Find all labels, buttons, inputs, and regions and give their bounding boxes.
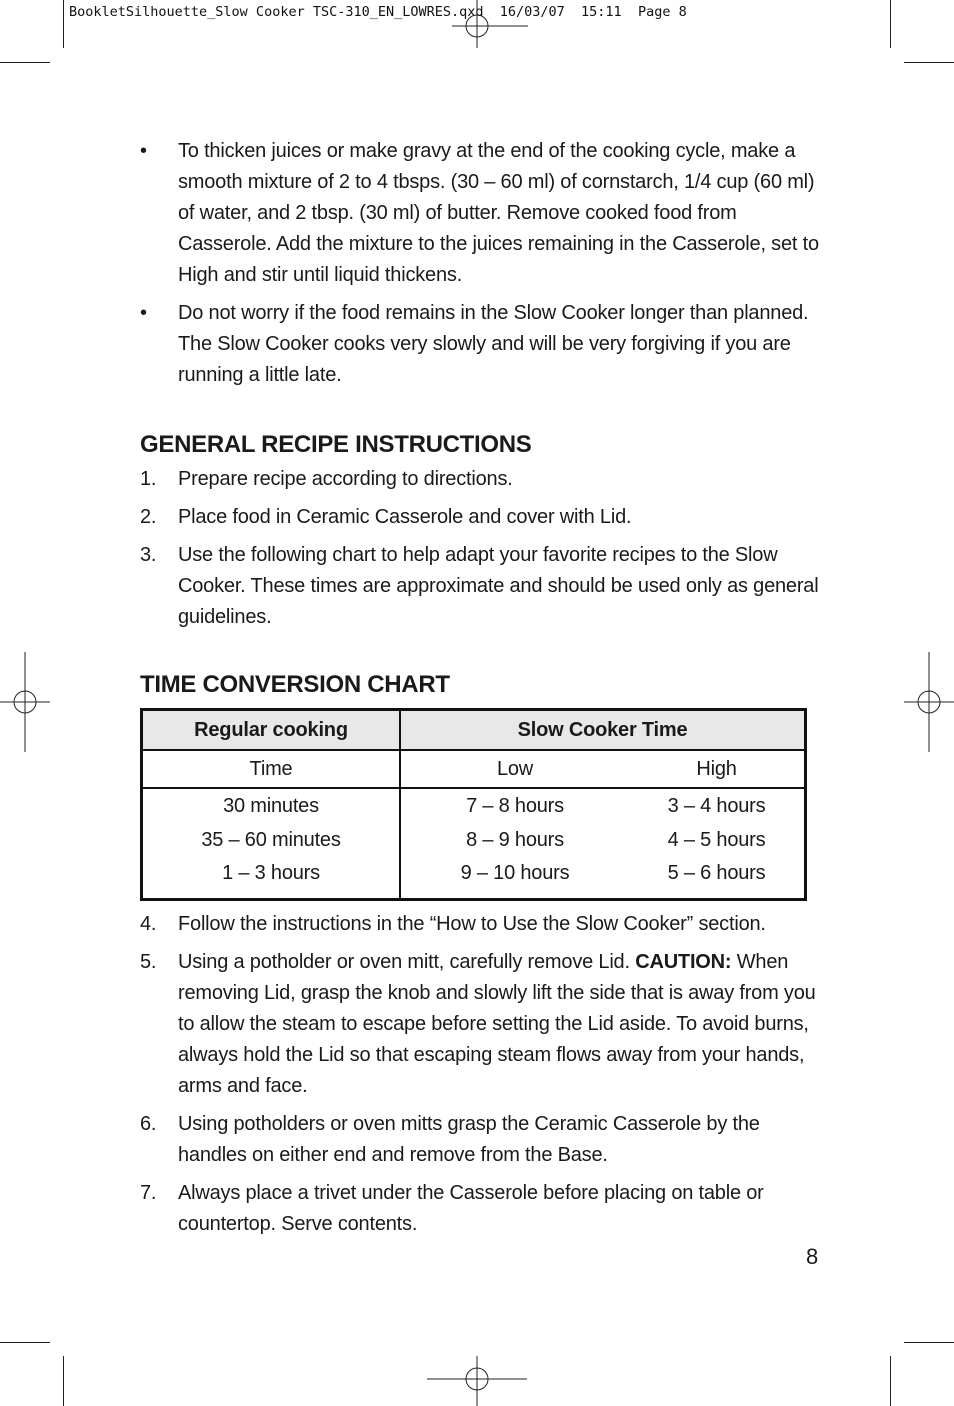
step-text: Use the following chart to help adapt your favorite recipes to the Slow Cooker. These times are approximate and should be used only as general guidelines. [178, 544, 819, 628]
table-header-regular: Regular cooking [142, 710, 401, 751]
step-item [140, 1178, 830, 1240]
crop-mark [890, 1356, 891, 1406]
registration-mark-bottom [427, 1356, 527, 1406]
table-cell: 9 – 10 hours [460, 862, 570, 884]
crop-mark [63, 1356, 64, 1406]
step-item [140, 1109, 830, 1171]
step-text: Place food in Ceramic Casserole and cover with Lid. [178, 506, 632, 528]
step-text: Prepare recipe according to directions. [178, 468, 513, 490]
step-number: 2. [140, 506, 157, 528]
step-text: Using potholders or oven mitts grasp the Ceramic Casserole by the handles on either end and remove from the Base. [178, 1112, 760, 1166]
crop-mark [63, 0, 64, 48]
crop-mark [0, 1342, 50, 1343]
page-number: 8 [806, 1244, 819, 1269]
table-cell: 8 – 9 hours [466, 828, 564, 851]
table-cell: 1 – 3 hours [222, 862, 320, 884]
step-item [140, 502, 830, 533]
time-conversion-table [140, 708, 807, 901]
step-text: Always place a trivet under the Casserole before placing on table or countertop. Serve contents. [178, 1181, 764, 1235]
step-number: 5. [140, 950, 157, 973]
table-cell: 7 – 8 hours [466, 795, 564, 817]
table-cell: 3 – 4 hours [667, 795, 766, 817]
bullet-item [140, 298, 830, 391]
step-number: 6. [140, 1112, 157, 1135]
crop-mark [890, 0, 891, 48]
step-text-intro: Using a potholder or oven mitt, carefully remove Lid. [178, 950, 630, 973]
table-column-high [629, 788, 806, 899]
table-column-regular [142, 788, 401, 899]
step-item [140, 540, 830, 633]
table-subheader-time: Time [142, 750, 401, 788]
step-text [178, 947, 830, 1102]
step-item [140, 909, 830, 940]
bullet-text: To thicken juices or make gravy at the end of the cooking cycle, make a smooth mixture of 2 to 4 tbsps. (30 – 60 ml) of cornstarch, 1/4 cup (60 ml) of water, and 2 tbsp. (30 ml) of butter. Remove cooked food from Casserole. Add the mixture to the juices remaining in the Casserole, set to High and stir until liquid thickens. [178, 140, 819, 286]
caution-text: When removing Lid, grasp the knob and slowly lift the side that is away from you to allow the steam to escape before setting the Lid aside. To avoid burns, always hold the Lid so that escaping steam flows away from your hands, arms and face. [178, 950, 816, 1097]
step-number: 7. [140, 1181, 157, 1204]
registration-mark-top [452, 0, 528, 48]
registration-mark-left [0, 652, 50, 752]
crop-mark [904, 62, 954, 63]
recipe-heading: GENERAL RECIPE INSTRUCTIONS [140, 431, 532, 458]
crop-mark [0, 62, 50, 63]
step-number: 3. [140, 544, 157, 566]
step-number: 4. [140, 912, 157, 935]
table-subheader-high: High [629, 750, 806, 788]
page-content [140, 136, 830, 1247]
bullet-icon: • [140, 140, 147, 162]
chart-heading: TIME CONVERSION CHART [140, 671, 450, 698]
table-subheader-low: Low [400, 750, 629, 788]
step-item [140, 947, 830, 1102]
table-cell: 4 – 5 hours [667, 828, 766, 851]
crop-mark [904, 1342, 954, 1343]
bullet-text: Do not worry if the food remains in the Slow Cooker longer than planned. The Slow Cooker cooks very slowly and will be very forgiving if you are running a little late. [178, 302, 809, 386]
print-slug: BookletSilhouette_Slow Cooker TSC-310_EN_LOWRES.qxd 16/03/07 15:11 Page 8 [69, 4, 687, 20]
bullet-icon: • [140, 302, 147, 324]
step-number: 1. [140, 468, 157, 490]
table-cell: 30 minutes [223, 795, 319, 817]
caution-label: CAUTION: [635, 950, 732, 973]
table-cell: 5 – 6 hours [667, 862, 766, 884]
table-header-slow-cooker: Slow Cooker Time [400, 710, 806, 751]
table-cell: 35 – 60 minutes [201, 828, 341, 851]
registration-mark-right [904, 652, 954, 752]
step-text: Follow the instructions in the “How to Use the Slow Cooker” section. [178, 912, 766, 935]
bullet-item [140, 136, 830, 291]
table-column-low [400, 788, 629, 899]
step-item [140, 464, 830, 495]
